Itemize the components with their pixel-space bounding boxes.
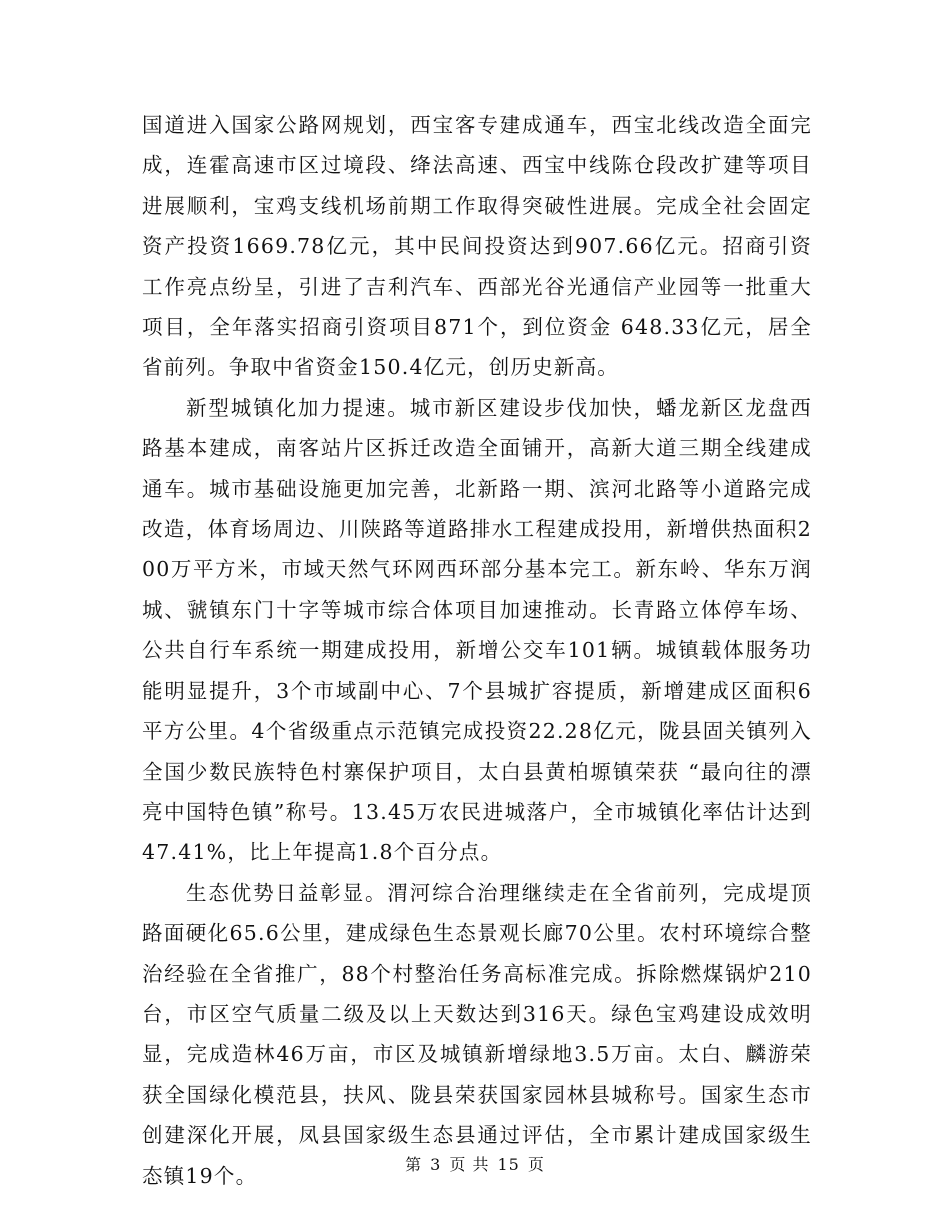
- paragraph-investment: 国道进入国家公路网规划，西宝客专建成通车，西宝北线改造全面完成，连霍高速市区过境段、绛法高速、西宝中线陈仓段改扩建等项目进展顺利，宝鸡支线机场前期工作取得突破性进展。完成全社会固定资产投资1669.78亿元，其中民间投资达到907.66亿元。招商引资工作亮点纷呈，引进了吉利汽车、西部光谷光通信产业园等一批重大项目，全年落实招商引资项目871个，到位资金 648.33亿元，居全省前列。争取中省资金150.4亿元，创历史新高。: [142, 113, 812, 380]
- footer-middle: 页 共: [449, 1155, 490, 1174]
- paragraph-ecology: 生态优势日益彰显。渭河综合治理继续走在全省前列，完成堤顶路面硬化65.6公里，建成绿色生态景观长廊70公里。农村环境综合整治经验在全省推广，88个村整治任务高标准完成。拆除燃煤锅炉210台，市区空气质量二级及以上天数达到316天。绿色宝鸡建设成效明显，完成造林46万亩，市区及城镇新增绿地3.5万亩。太白、麟游荣获全国绿化模范县，扶风、陇县荣获国家园林县城称号。国家生态市创建深化开展，凤县国家级生态县通过评估，全市累计建成国家级生态镇19个。: [142, 880, 812, 1188]
- paragraph-urbanization: 新型城镇化加力提速。城市新区建设步伐加快，蟠龙新区龙盘西路基本建成，南客站片区拆迁改造全面铺开，高新大道三期全线建成通车。城市基础设施更加完善，北新路一期、滨河北路等小道路完成改造，体育场周边、川陕路等道路排水工程建成投用，新增供热面积200万平方米，市域天然气环网西环部分基本完工。新东岭、华东万润城、虢镇东门十字等城市综合体项目加速推动。长青路立体停车场、公共自行车系统一期建成投用，新增公交车101辆。城镇载体服务功能明显提升，3个市域副中心、7个县城扩容提质，新增建成区面积6平方公里。4个省级重点示范镇完成投资22.28亿元，陇县固关镇列入全国少数民族特色村寨保护项目，太白县黄柏塬镇荣获 “最向往的漂亮中国特色镇”称号。13.45万农民进城落户，全市城镇化率估计达到47.41%，比上年提高1.8个百分点。: [142, 395, 812, 865]
- footer-total-pages: 15: [497, 1155, 520, 1174]
- page-footer: [0, 1152, 950, 1175]
- footer-page-number: 3: [430, 1155, 442, 1174]
- document-body: [142, 105, 812, 1196]
- footer-suffix: 页: [527, 1155, 545, 1174]
- footer-prefix: 第: [405, 1155, 423, 1174]
